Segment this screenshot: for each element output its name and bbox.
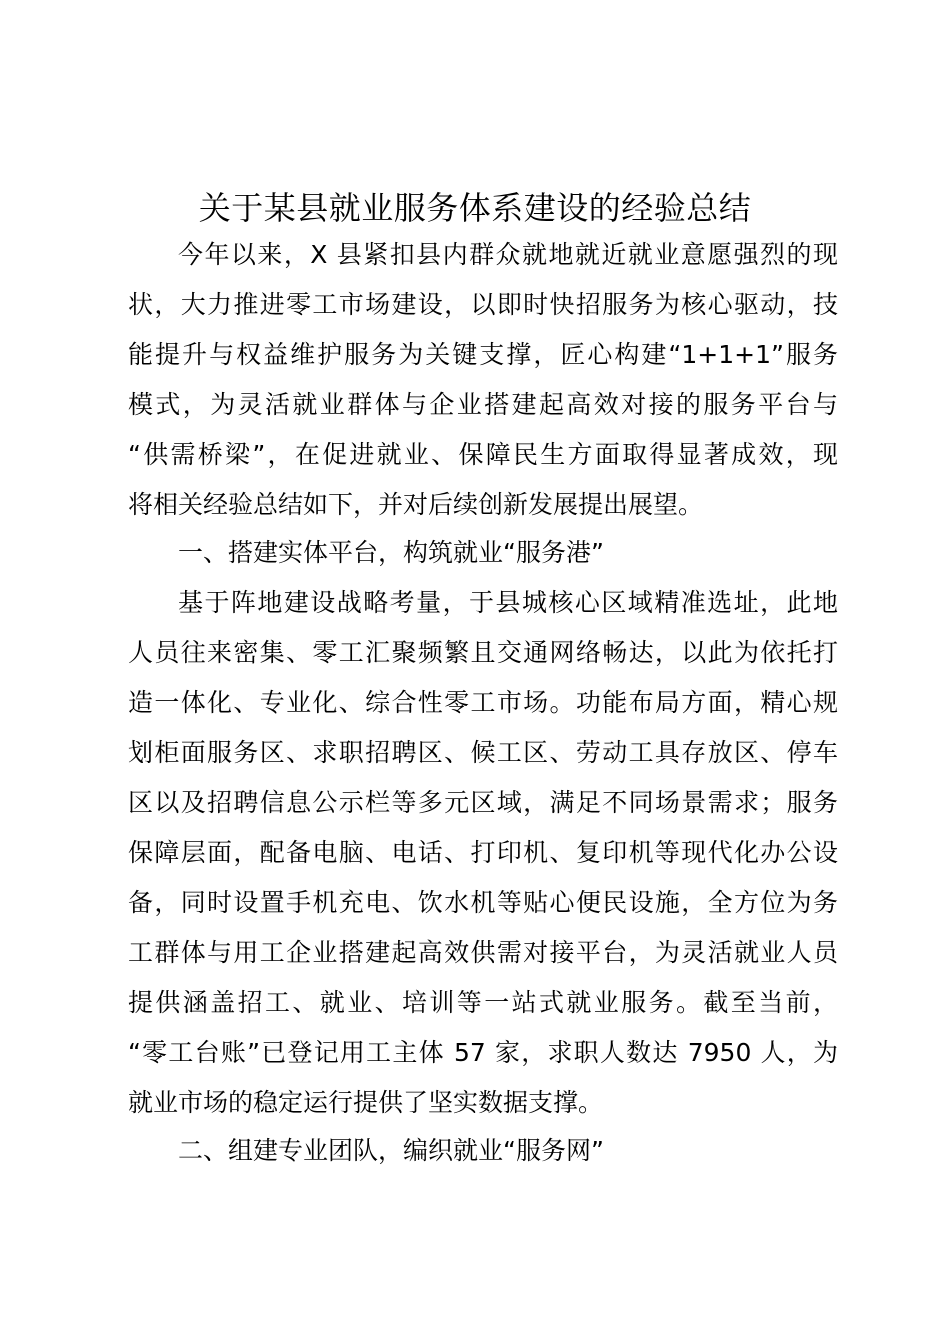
paragraph-line: 区以及招聘信息公示栏等多元区域，满足不同场景需求；服务 bbox=[128, 788, 838, 817]
paragraph-line: 状，大力推进零工市场建设，以即时快招服务为核心驱动，技 bbox=[128, 290, 838, 319]
paragraph-line: “零工台账”已登记用工主体 57 家，求职人数达 7950 人，为 bbox=[128, 1038, 838, 1067]
paragraph-line: 保障层面，配备电脑、电话、打印机、复印机等现代化办公设 bbox=[128, 838, 838, 867]
paragraph-line: 就业市场的稳定运行提供了坚实数据支撑。 bbox=[128, 1088, 604, 1117]
section1-paragraph bbox=[128, 578, 838, 1128]
paragraph-line: 将相关经验总结如下，并对后续创新发展提出展望。 bbox=[128, 490, 704, 519]
paragraph-line: 人员往来密集、零工汇聚频繁且交通网络畅达，以此为依托打 bbox=[128, 638, 838, 667]
paragraph-line: 今年以来，X 县紧扣县内群众就地就近就业意愿强烈的现 bbox=[178, 240, 838, 269]
paragraph-line: 提供涵盖招工、就业、培训等一站式就业服务。截至当前， bbox=[128, 988, 838, 1017]
document-title: 关于某县就业服务体系建设的经验总结 bbox=[198, 189, 752, 227]
paragraph-line: 工群体与用工企业搭建起高效供需对接平台，为灵活就业人员 bbox=[128, 938, 838, 967]
paragraph-line: 模式，为灵活就业群体与企业搭建起高效对接的服务平台与 bbox=[128, 390, 838, 419]
section-heading-1: 一、搭建实体平台，构筑就业“服务港” bbox=[178, 538, 604, 567]
paragraph-line: 基于阵地建设战略考量，于县城核心区域精准选址，此地 bbox=[178, 588, 838, 617]
paragraph-line: 能提升与权益维护服务为关键支撑，匠心构建“1+1+1”服务 bbox=[128, 340, 838, 369]
paragraph-line: “供需桥梁”，在促进就业、保障民生方面取得显著成效，现 bbox=[128, 440, 838, 469]
section-heading-2: 二、组建专业团队，编织就业“服务网” bbox=[178, 1136, 604, 1165]
paragraph-line: 备，同时设置手机充电、饮水机等贴心便民设施，全方位为务 bbox=[128, 888, 838, 917]
paragraph-line: 造一体化、专业化、综合性零工市场。功能布局方面，精心规 bbox=[128, 688, 838, 717]
paragraph-line: 划柜面服务区、求职招聘区、候工区、劳动工具存放区、停车 bbox=[128, 738, 838, 767]
intro-paragraph bbox=[128, 230, 838, 530]
